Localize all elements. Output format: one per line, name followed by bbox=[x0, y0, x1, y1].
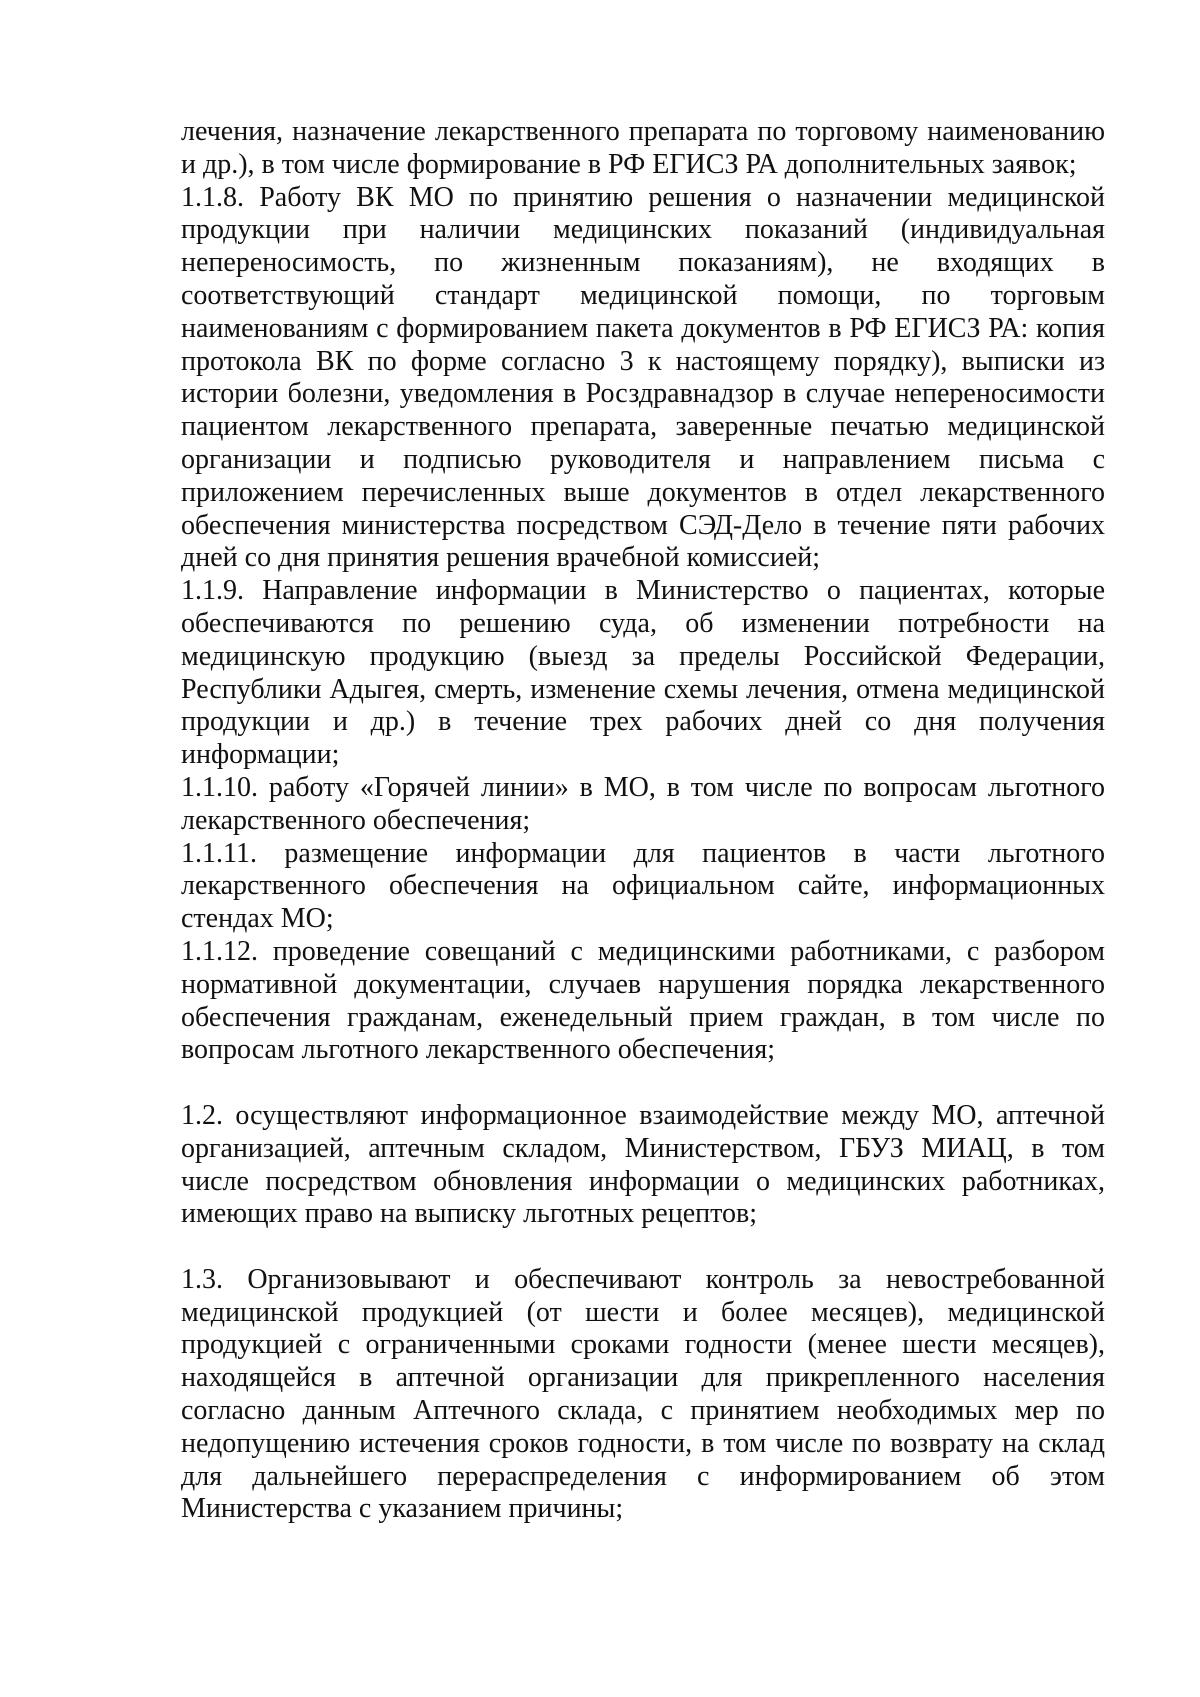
paragraph-1-1-11: 1.1.11. размещение информации для пациентов в части льготного лекарственного обеспечения на официальном сайте, информационных стендах МО; bbox=[181, 837, 1105, 935]
paragraph-1-2: 1.2. осуществляют информационное взаимодействие между МО, аптечной организацией, аптечным складом, Министерством, ГБУЗ МИАЦ, в том числе посредством обновления информации о медицинских работниках, имеющих право на выписку льготных рецептов; bbox=[181, 1099, 1105, 1230]
paragraph-1-3: 1.3. Организовывают и обеспечивают контроль за невостребованной медицинской продукцией (от шести и более месяцев), медицинской продукцией с ограниченными сроками годности (менее шести месяцев), находящейся в аптечной организации для прикрепленного населения согласно данным Аптечного склада, с принятием необходимых мер по недопущению истечения сроков годности, в том числе по возврату на склад для дальнейшего перераспределения с информированием об этом Министерства с указанием причины; bbox=[181, 1263, 1105, 1525]
document-body bbox=[181, 116, 1105, 1526]
paragraph-1-1-12: 1.1.12. проведение совещаний с медицинскими работниками, с разбором нормативной документации, случаев нарушения порядка лекарственного обеспечения гражданам, еженедельный прием граждан, в том числе по вопросам льготного лекарственного обеспечения; bbox=[181, 935, 1105, 1066]
paragraph-1-1-8: 1.1.8. Работу ВК МО по принятию решения о назначении медицинской продукции при наличии медицинских показаний (индивидуальная непереносимость, по жизненным показаниям), не входящих в соответствующий стандарт медицинской помощи, по торговым наименованиям с формированием пакета документов в РФ ЕГИСЗ РА: копия протокола ВК по форме согласно 3 к настоящему порядку), выписки из истории болезни, уведомления в Росздравнадзор в случае непереносимости пациентом лекарственного препарата, заверенные печатью медицинской организации и подписью руководителя и направлением письма с приложением перечисленных выше документов в отдел лекарственного обеспечения министерства посредством СЭД-Дело в течение пяти рабочих дней со дня принятия решения врачебной комиссией; bbox=[181, 181, 1105, 574]
paragraph-1-1-10: 1.1.10. работу «Горячей линии» в МО, в том числе по вопросам льготного лекарственного обеспечения; bbox=[181, 771, 1105, 836]
paragraph-treatment-continuation: лечения, назначение лекарственного препарата по торговому наименованию и др.), в том числе формирование в РФ ЕГИСЗ РА дополнительных заявок; bbox=[181, 116, 1105, 180]
paragraph-1-1-9: 1.1.9. Направление информации в Министерство о пациентах, которые обеспечиваются по решению суда, об изменении потребности на медицинскую продукцию (выезд за пределы Российской Федерации, Республики Адыгея, смерть, изменение схемы лечения, отмена медицинской продукции и др.) в течение трех рабочих дней со дня получения информации; bbox=[181, 575, 1105, 771]
